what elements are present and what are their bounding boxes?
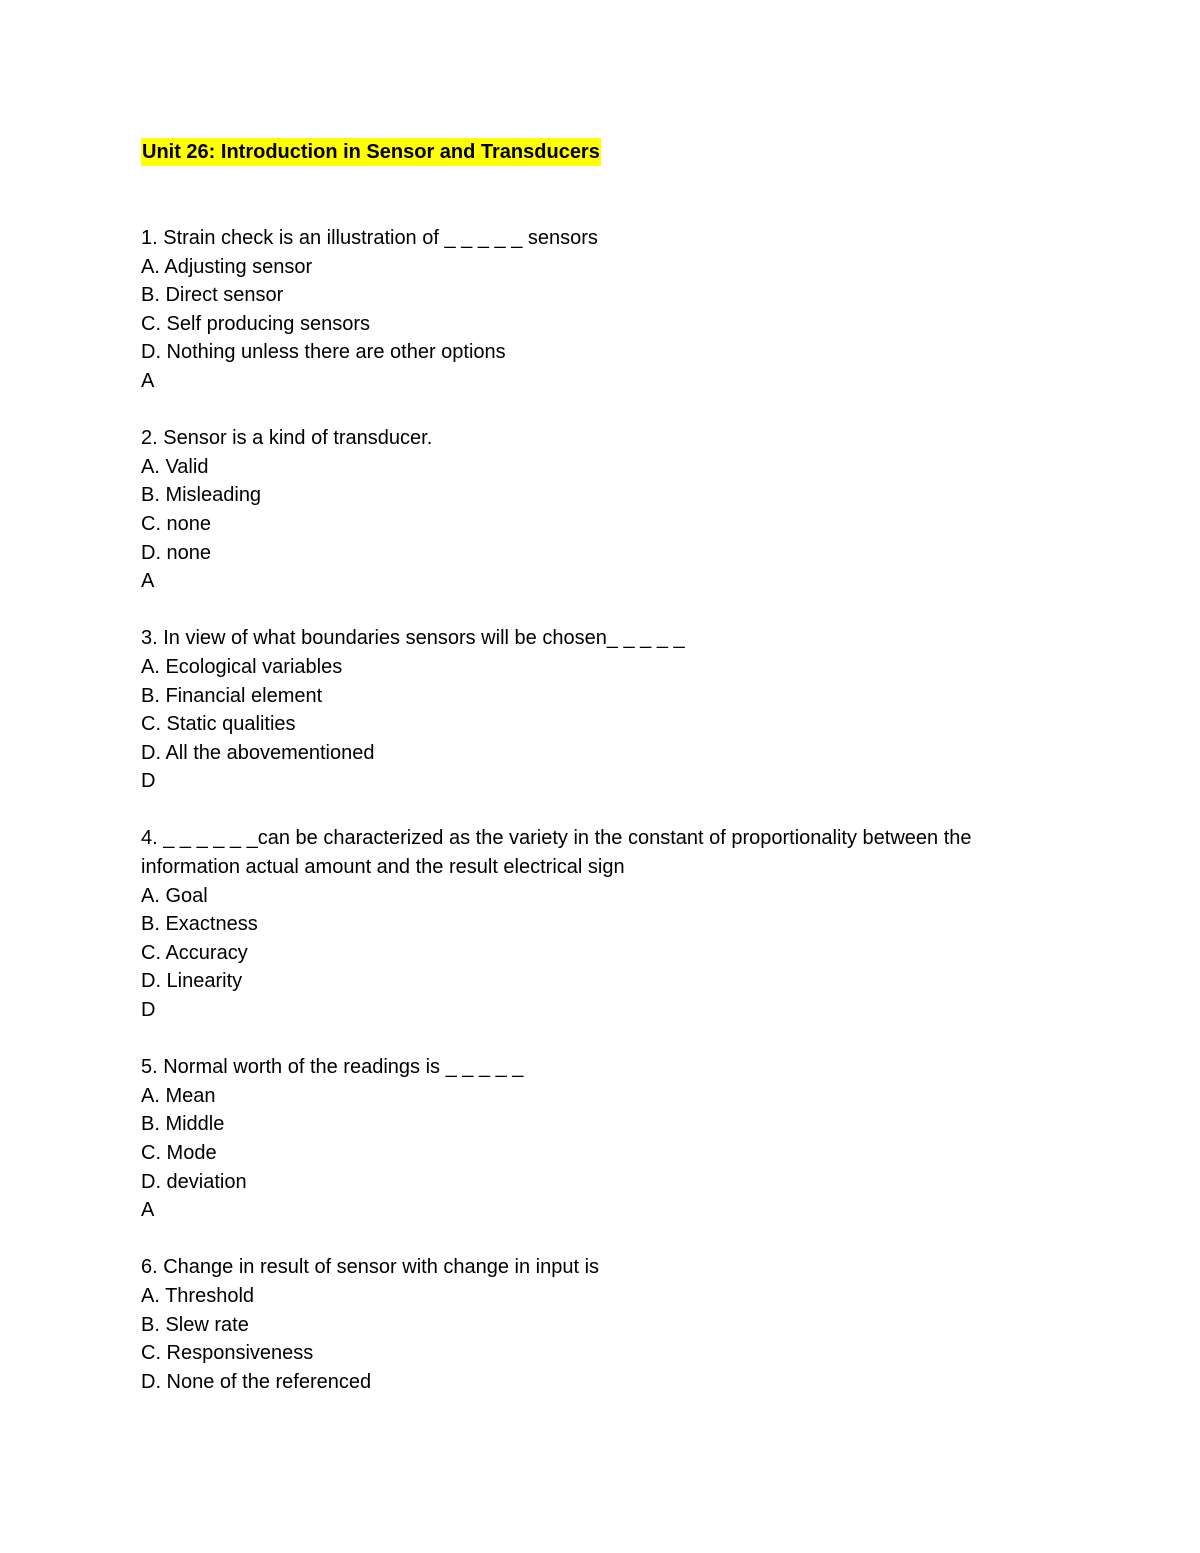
option-b: B. Misleading: [141, 484, 262, 507]
answer: A: [141, 1199, 155, 1222]
question-stem: 5. Normal worth of the readings is _ _ _ _ _: [141, 1056, 524, 1079]
option-c: C. Self producing sensors: [141, 312, 371, 335]
title-row: [141, 138, 1061, 166]
question-6: [141, 1253, 1061, 1396]
option-c: C. Mode: [141, 1142, 217, 1164]
option-c: C. none: [141, 512, 212, 535]
option-b: B. Financial element: [141, 684, 323, 707]
option-a: A. Mean: [141, 1084, 216, 1107]
document-page: [141, 138, 1061, 1425]
answer: A: [141, 369, 155, 392]
question-4: [141, 824, 1061, 1024]
option-c: C. Accuracy: [141, 941, 248, 964]
answer: D: [141, 999, 156, 1022]
option-a: A. Ecological variables: [141, 655, 343, 678]
option-b: B. Exactness: [141, 913, 258, 936]
option-a: A. Threshold: [141, 1284, 255, 1307]
question-3: [141, 624, 1061, 796]
option-d: D. None of the referenced: [141, 1370, 372, 1393]
option-b: B. Middle: [141, 1113, 225, 1136]
question-stem: 6. Change in result of sensor with change in input is: [141, 1256, 600, 1279]
option-b: B. Direct sensor: [141, 284, 284, 307]
question-stem: 1. Strain check is an illustration of _ _ _ _ _ sensors: [141, 227, 598, 249]
question-stem: 2. Sensor is a kind of transducer.: [141, 427, 433, 450]
option-a: A. Valid: [141, 455, 209, 478]
option-a: A. Goal: [141, 884, 208, 907]
answer: A: [141, 570, 155, 593]
question-2: [141, 424, 1061, 596]
question-5: [141, 1053, 1061, 1225]
document-title: Unit 26: Introduction in Sensor and Transducers: [141, 138, 601, 166]
option-d: D. none: [141, 541, 212, 564]
option-d: D. Linearity: [141, 970, 243, 993]
question-stem: 3. In view of what boundaries sensors will be chosen_ _ _ _ _: [141, 627, 685, 650]
option-a: A. Adjusting sensor: [141, 255, 313, 278]
option-d: D. Nothing unless there are other options: [141, 341, 506, 364]
option-d: D. All the abovementioned: [141, 741, 375, 764]
question-1: [141, 224, 1061, 396]
option-c: C. Static qualities: [141, 713, 296, 736]
option-c: C. Responsiveness: [141, 1342, 314, 1365]
answer: D: [141, 770, 156, 793]
question-stem: 4. _ _ _ _ _ _can be characterized as the variety in the constant of proportionality between the information actual amount and the result electrical sign: [141, 827, 978, 879]
option-b: B. Slew rate: [141, 1313, 249, 1336]
option-d: D. deviation: [141, 1170, 247, 1193]
